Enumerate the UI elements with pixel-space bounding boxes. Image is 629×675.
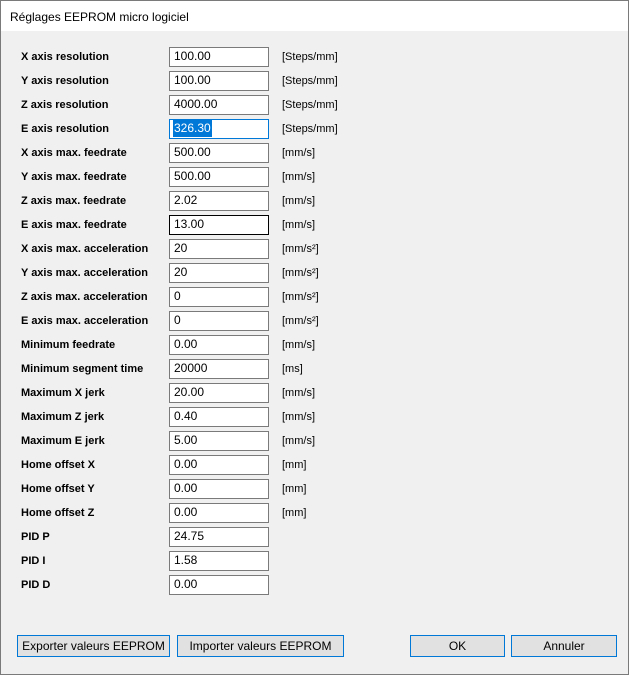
z-axis-resolution-label: Z axis resolution — [21, 99, 109, 111]
minimum-feedrate-unit: [mm/s] — [282, 339, 315, 351]
x-axis-max-feedrate-input[interactable] — [169, 143, 269, 163]
minimum-segment-time-input[interactable] — [169, 359, 269, 379]
z-axis-max-acceleration-input[interactable] — [169, 287, 269, 307]
y-axis-max-feedrate-label: Y axis max. feedrate — [21, 171, 127, 183]
field-row-e-axis-max-feedrate — [1, 215, 628, 237]
y-axis-max-acceleration-input[interactable] — [169, 263, 269, 283]
x-axis-resolution-label: X axis resolution — [21, 51, 110, 63]
y-axis-max-acceleration-unit: [mm/s²] — [282, 267, 319, 279]
field-row-home-offset-y — [1, 479, 628, 501]
e-axis-resolution-label: E axis resolution — [21, 123, 110, 135]
z-axis-resolution-value: 4000.00 — [174, 97, 218, 111]
home-offset-y-label: Home offset Y — [21, 483, 95, 495]
x-axis-max-feedrate-label: X axis max. feedrate — [21, 147, 127, 159]
minimum-feedrate-label: Minimum feedrate — [21, 339, 116, 351]
pid-i-value: 1.58 — [174, 553, 198, 567]
y-axis-max-feedrate-value: 500.00 — [174, 169, 211, 183]
minimum-segment-time-value: 20000 — [174, 361, 208, 375]
home-offset-x-label: Home offset X — [21, 459, 95, 471]
field-row-x-axis-max-feedrate — [1, 143, 628, 165]
x-axis-max-acceleration-input[interactable] — [169, 239, 269, 259]
maximum-z-jerk-input[interactable] — [169, 407, 269, 427]
x-axis-resolution-input[interactable] — [169, 47, 269, 67]
minimum-segment-time-unit: [ms] — [282, 363, 303, 375]
field-row-pid-i — [1, 551, 628, 573]
maximum-x-jerk-input[interactable] — [169, 383, 269, 403]
home-offset-x-input[interactable] — [169, 455, 269, 475]
z-axis-max-acceleration-label: Z axis max. acceleration — [21, 291, 148, 303]
e-axis-resolution-input[interactable] — [169, 119, 269, 139]
minimum-segment-time-label: Minimum segment time — [21, 363, 144, 375]
minimum-feedrate-input[interactable] — [169, 335, 269, 355]
field-row-maximum-e-jerk — [1, 431, 628, 453]
e-axis-resolution-value: 326.30 — [174, 121, 211, 135]
z-axis-max-feedrate-label: Z axis max. feedrate — [21, 195, 127, 207]
maximum-e-jerk-value: 5.00 — [174, 433, 198, 447]
e-axis-max-feedrate-unit: [mm/s] — [282, 219, 315, 231]
e-axis-max-acceleration-input[interactable] — [169, 311, 269, 331]
field-row-pid-d — [1, 575, 628, 597]
z-axis-max-feedrate-value: 2.02 — [174, 193, 198, 207]
pid-p-input[interactable] — [169, 527, 269, 547]
home-offset-z-label: Home offset Z — [21, 507, 95, 519]
z-axis-max-feedrate-unit: [mm/s] — [282, 195, 315, 207]
field-row-home-offset-z — [1, 503, 628, 525]
y-axis-resolution-label: Y axis resolution — [21, 75, 109, 87]
y-axis-max-feedrate-unit: [mm/s] — [282, 171, 315, 183]
y-axis-max-acceleration-value: 20 — [174, 265, 188, 279]
export-eeprom-button[interactable]: Exporter valeurs EEPROM — [17, 635, 170, 657]
y-axis-resolution-unit: [Steps/mm] — [282, 75, 338, 87]
ok-button[interactable]: OK — [410, 635, 505, 657]
window-title: Réglages EEPROM micro logiciel — [10, 10, 189, 24]
field-row-pid-p — [1, 527, 628, 549]
home-offset-x-value: 0.00 — [174, 457, 198, 471]
field-row-x-axis-resolution — [1, 47, 628, 69]
e-axis-max-acceleration-label: E axis max. acceleration — [21, 315, 149, 327]
x-axis-resolution-unit: [Steps/mm] — [282, 51, 338, 63]
field-row-z-axis-max-acceleration — [1, 287, 628, 309]
maximum-z-jerk-label: Maximum Z jerk — [21, 411, 105, 423]
home-offset-x-unit: [mm] — [282, 459, 307, 471]
home-offset-z-input[interactable] — [169, 503, 269, 523]
maximum-x-jerk-unit: [mm/s] — [282, 387, 315, 399]
y-axis-resolution-input[interactable] — [169, 71, 269, 91]
z-axis-resolution-unit: [Steps/mm] — [282, 99, 338, 111]
maximum-x-jerk-label: Maximum X jerk — [21, 387, 105, 399]
x-axis-max-feedrate-value: 500.00 — [174, 145, 211, 159]
import-eeprom-button[interactable]: Importer valeurs EEPROM — [177, 635, 344, 657]
x-axis-max-feedrate-unit: [mm/s] — [282, 147, 315, 159]
cancel-button[interactable]: Annuler — [511, 635, 617, 657]
pid-i-input[interactable] — [169, 551, 269, 571]
pid-d-value: 0.00 — [174, 577, 198, 591]
y-axis-max-feedrate-input[interactable] — [169, 167, 269, 187]
e-axis-max-acceleration-unit: [mm/s²] — [282, 315, 319, 327]
field-row-e-axis-resolution — [1, 119, 628, 141]
y-axis-max-acceleration-label: Y axis max. acceleration — [21, 267, 148, 279]
x-axis-resolution-value: 100.00 — [174, 49, 211, 63]
field-row-e-axis-max-acceleration — [1, 311, 628, 333]
x-axis-max-acceleration-value: 20 — [174, 241, 188, 255]
maximum-e-jerk-input[interactable] — [169, 431, 269, 451]
home-offset-y-input[interactable] — [169, 479, 269, 499]
e-axis-resolution-unit: [Steps/mm] — [282, 123, 338, 135]
maximum-z-jerk-unit: [mm/s] — [282, 411, 315, 423]
maximum-e-jerk-label: Maximum E jerk — [21, 435, 105, 447]
title-bar[interactable] — [1, 1, 628, 31]
field-row-y-axis-resolution — [1, 71, 628, 93]
field-row-z-axis-max-feedrate — [1, 191, 628, 213]
pid-d-input[interactable] — [169, 575, 269, 595]
z-axis-max-feedrate-input[interactable] — [169, 191, 269, 211]
home-offset-y-unit: [mm] — [282, 483, 307, 495]
home-offset-z-value: 0.00 — [174, 505, 198, 519]
x-axis-max-acceleration-unit: [mm/s²] — [282, 243, 319, 255]
pid-d-label: PID D — [21, 579, 51, 591]
pid-p-label: PID P — [21, 531, 50, 543]
x-axis-max-acceleration-label: X axis max. acceleration — [21, 243, 149, 255]
pid-i-label: PID I — [21, 555, 46, 567]
dialog-body — [1, 31, 628, 674]
pid-p-value: 24.75 — [174, 529, 205, 543]
maximum-z-jerk-value: 0.40 — [174, 409, 198, 423]
y-axis-resolution-value: 100.00 — [174, 73, 211, 87]
z-axis-max-acceleration-unit: [mm/s²] — [282, 291, 319, 303]
e-axis-max-feedrate-input[interactable] — [169, 215, 269, 235]
minimum-feedrate-value: 0.00 — [174, 337, 198, 351]
field-row-minimum-segment-time — [1, 359, 628, 381]
e-axis-max-feedrate-label: E axis max. feedrate — [21, 219, 127, 231]
field-row-y-axis-max-feedrate — [1, 167, 628, 189]
field-row-z-axis-resolution — [1, 95, 628, 117]
field-row-maximum-x-jerk — [1, 383, 628, 405]
maximum-x-jerk-value: 20.00 — [174, 385, 205, 399]
field-row-maximum-z-jerk — [1, 407, 628, 429]
z-axis-resolution-input[interactable] — [169, 95, 269, 115]
field-row-x-axis-max-acceleration — [1, 239, 628, 261]
maximum-e-jerk-unit: [mm/s] — [282, 435, 315, 447]
z-axis-max-acceleration-value: 0 — [174, 289, 181, 303]
field-row-minimum-feedrate — [1, 335, 628, 357]
e-axis-max-acceleration-value: 0 — [174, 313, 181, 327]
e-axis-max-feedrate-value: 13.00 — [174, 217, 205, 231]
field-row-y-axis-max-acceleration — [1, 263, 628, 285]
home-offset-z-unit: [mm] — [282, 507, 307, 519]
field-row-home-offset-x — [1, 455, 628, 477]
home-offset-y-value: 0.00 — [174, 481, 198, 495]
